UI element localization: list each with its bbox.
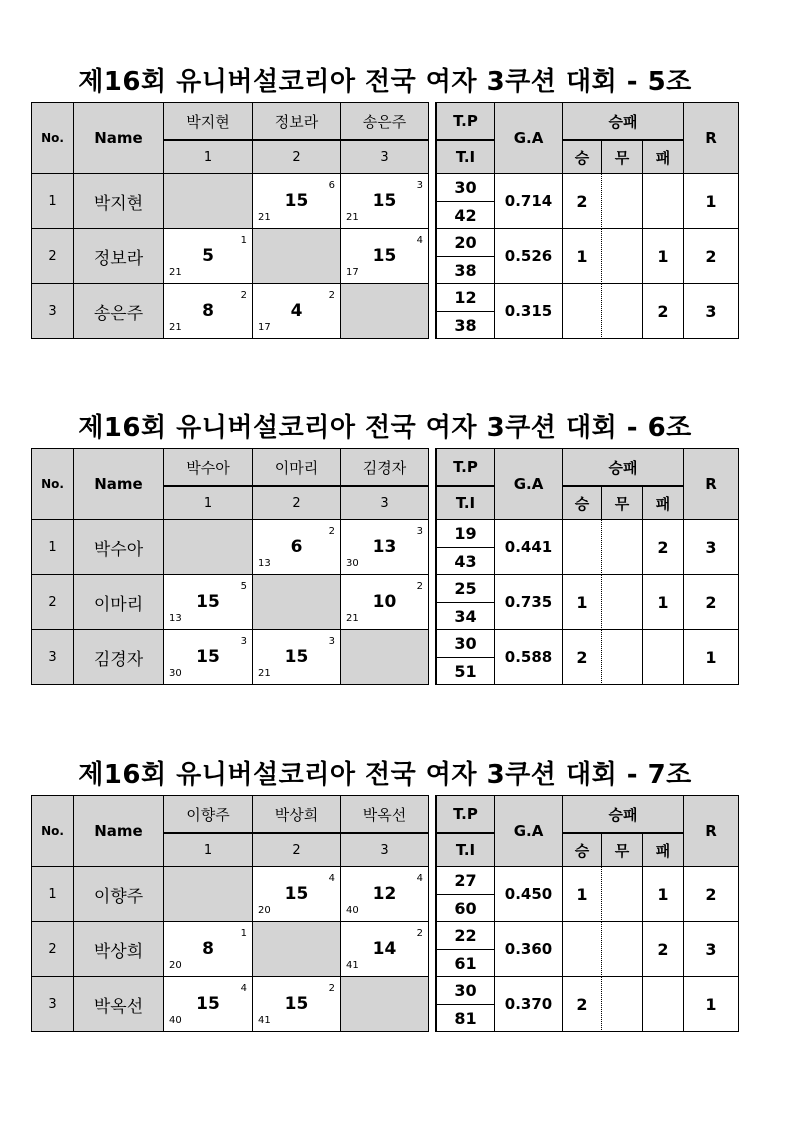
player-name: 박옥선	[73, 976, 164, 1032]
header-win: 승	[562, 140, 602, 174]
draws	[601, 173, 643, 229]
rank: 1	[683, 173, 739, 229]
player-name: 김경자	[73, 629, 164, 685]
match-innings: 2	[328, 526, 335, 537]
match-score: 15	[372, 191, 397, 211]
header-player-number: 2	[252, 140, 341, 174]
total-innings: 61	[436, 949, 495, 977]
opponent-score: 17	[258, 322, 271, 333]
match-score-cell	[340, 574, 429, 630]
losses: 2	[642, 921, 684, 977]
header-player-number: 2	[252, 486, 341, 520]
self-match-cell	[252, 228, 341, 284]
match-score: 10	[372, 592, 397, 612]
self-match-cell	[340, 283, 429, 339]
general-average: 0.450	[494, 866, 563, 922]
header-player-number: 3	[340, 486, 429, 520]
wins	[562, 921, 602, 977]
row-number: 2	[31, 574, 74, 630]
group-table	[31, 413, 739, 728]
header-player-name: 이향주	[163, 795, 253, 833]
self-match-cell	[252, 574, 341, 630]
match-score-cell	[252, 283, 341, 339]
player-name: 정보라	[73, 228, 164, 284]
self-match-cell	[252, 921, 341, 977]
match-innings: 2	[240, 290, 247, 301]
header-player-number: 1	[163, 486, 253, 520]
wins: 2	[562, 976, 602, 1032]
match-score: 15	[284, 884, 309, 904]
header-result: 승패	[562, 448, 684, 486]
opponent-score: 30	[169, 668, 182, 679]
opponent-score: 20	[169, 960, 182, 971]
match-innings: 3	[416, 526, 423, 537]
losses	[642, 976, 684, 1032]
match-innings: 5	[240, 581, 247, 592]
draws	[601, 976, 643, 1032]
match-score: 15	[284, 191, 309, 211]
match-score-cell	[163, 921, 253, 977]
total-points: 30	[436, 976, 495, 1005]
match-score: 15	[284, 647, 309, 667]
general-average: 0.441	[494, 519, 563, 575]
match-innings: 3	[328, 636, 335, 647]
match-innings: 1	[240, 928, 247, 939]
total-innings: 42	[436, 201, 495, 229]
header-no: No.	[31, 102, 74, 174]
column-gap	[428, 795, 436, 1032]
match-innings: 4	[328, 873, 335, 884]
total-innings: 34	[436, 602, 495, 630]
match-score: 15	[372, 246, 397, 266]
draws	[601, 574, 643, 630]
general-average: 0.370	[494, 976, 563, 1032]
header-tp: T.P	[436, 448, 495, 486]
opponent-score: 40	[346, 905, 359, 916]
group-title: 제16회 유니버설코리아 전국 여자 3쿠션 대회 - 7조	[78, 760, 692, 790]
header-player-number: 1	[163, 833, 253, 867]
losses: 2	[642, 283, 684, 339]
header-ti: T.I	[436, 486, 495, 520]
row-number: 3	[31, 976, 74, 1032]
header-loss: 패	[642, 486, 684, 520]
header-ga: G.A	[494, 448, 563, 520]
header-result: 승패	[562, 795, 684, 833]
match-score-cell	[163, 283, 253, 339]
match-score: 12	[372, 884, 397, 904]
header-player-name: 박상희	[252, 795, 341, 833]
draws	[601, 283, 643, 339]
match-score-cell	[252, 866, 341, 922]
player-name: 이마리	[73, 574, 164, 630]
opponent-score: 40	[169, 1015, 182, 1026]
match-score: 14	[372, 939, 397, 959]
match-innings: 3	[240, 636, 247, 647]
match-innings: 3	[416, 180, 423, 191]
match-score-cell	[340, 228, 429, 284]
header-rank: R	[683, 795, 739, 867]
losses	[642, 629, 684, 685]
general-average: 0.315	[494, 283, 563, 339]
header-draw: 무	[601, 486, 643, 520]
general-average: 0.526	[494, 228, 563, 284]
player-name: 박수아	[73, 519, 164, 575]
header-loss: 패	[642, 833, 684, 867]
match-score: 15	[284, 994, 309, 1014]
match-innings: 2	[416, 581, 423, 592]
total-points: 30	[436, 173, 495, 202]
group-table	[31, 67, 739, 382]
general-average: 0.588	[494, 629, 563, 685]
rank: 3	[683, 519, 739, 575]
header-rank: R	[683, 102, 739, 174]
rank: 1	[683, 629, 739, 685]
match-innings: 6	[328, 180, 335, 191]
row-number: 3	[31, 629, 74, 685]
header-rank: R	[683, 448, 739, 520]
row-number: 1	[31, 519, 74, 575]
header-win: 승	[562, 833, 602, 867]
self-match-cell	[163, 519, 253, 575]
rank: 2	[683, 866, 739, 922]
losses: 1	[642, 866, 684, 922]
match-innings: 1	[240, 235, 247, 246]
wins: 1	[562, 228, 602, 284]
match-score: 15	[196, 994, 220, 1014]
group-title: 제16회 유니버설코리아 전국 여자 3쿠션 대회 - 6조	[78, 413, 692, 443]
draws	[601, 629, 643, 685]
rank: 3	[683, 921, 739, 977]
header-player-name: 김경자	[340, 448, 429, 486]
wins: 1	[562, 866, 602, 922]
wins	[562, 519, 602, 575]
group-title: 제16회 유니버설코리아 전국 여자 3쿠션 대회 - 5조	[78, 67, 692, 97]
total-points: 25	[436, 574, 495, 603]
general-average: 0.735	[494, 574, 563, 630]
total-points: 27	[436, 866, 495, 895]
match-score: 5	[202, 246, 214, 266]
header-result: 승패	[562, 102, 684, 140]
total-points: 19	[436, 519, 495, 548]
match-innings: 4	[416, 235, 423, 246]
total-points: 20	[436, 228, 495, 257]
match-score: 6	[290, 537, 303, 557]
header-player-number: 1	[163, 140, 253, 174]
self-match-cell	[163, 173, 253, 229]
match-score-cell	[252, 519, 341, 575]
match-score-cell	[163, 228, 253, 284]
match-score-cell	[340, 519, 429, 575]
column-gap	[428, 102, 436, 339]
self-match-cell	[340, 976, 429, 1032]
player-name: 송은주	[73, 283, 164, 339]
match-score: 15	[196, 647, 220, 667]
header-ti: T.I	[436, 140, 495, 174]
self-match-cell	[163, 866, 253, 922]
rank: 3	[683, 283, 739, 339]
header-name: Name	[73, 102, 164, 174]
header-player-name: 송은주	[340, 102, 429, 140]
row-number: 2	[31, 921, 74, 977]
row-number: 1	[31, 866, 74, 922]
rank: 2	[683, 574, 739, 630]
rank: 2	[683, 228, 739, 284]
opponent-score: 21	[258, 668, 271, 679]
general-average: 0.360	[494, 921, 563, 977]
header-player-number: 2	[252, 833, 341, 867]
match-innings: 2	[328, 290, 335, 301]
header-player-name: 박지현	[163, 102, 253, 140]
header-tp: T.P	[436, 102, 495, 140]
match-score-cell	[163, 976, 253, 1032]
wins	[562, 283, 602, 339]
total-innings: 38	[436, 311, 495, 339]
draws	[601, 866, 643, 922]
match-score: 4	[290, 301, 303, 321]
header-player-number: 3	[340, 833, 429, 867]
match-score-cell	[340, 866, 429, 922]
match-score: 13	[372, 537, 397, 557]
wins: 2	[562, 173, 602, 229]
header-player-name: 박수아	[163, 448, 253, 486]
total-innings: 60	[436, 894, 495, 922]
match-score-cell	[252, 629, 341, 685]
total-innings: 38	[436, 256, 495, 284]
wins: 2	[562, 629, 602, 685]
total-points: 30	[436, 629, 495, 658]
match-score-cell	[163, 629, 253, 685]
total-points: 22	[436, 921, 495, 950]
match-innings: 4	[240, 983, 247, 994]
match-innings: 2	[328, 983, 335, 994]
row-number: 1	[31, 173, 74, 229]
player-name: 박지현	[73, 173, 164, 229]
match-score-cell	[340, 173, 429, 229]
header-player-name: 박옥선	[340, 795, 429, 833]
opponent-score: 41	[346, 960, 359, 971]
match-score: 8	[202, 939, 214, 959]
draws	[601, 921, 643, 977]
opponent-score: 21	[169, 267, 182, 278]
header-player-name: 이마리	[252, 448, 341, 486]
self-match-cell	[340, 629, 429, 685]
losses: 2	[642, 519, 684, 575]
total-points: 12	[436, 283, 495, 312]
row-number: 2	[31, 228, 74, 284]
draws	[601, 228, 643, 284]
opponent-score: 21	[258, 212, 271, 223]
column-gap	[428, 448, 436, 685]
row-number: 3	[31, 283, 74, 339]
losses: 1	[642, 574, 684, 630]
draws	[601, 519, 643, 575]
opponent-score: 13	[258, 558, 271, 569]
opponent-score: 21	[346, 613, 359, 624]
header-no: No.	[31, 795, 74, 867]
general-average: 0.714	[494, 173, 563, 229]
header-ti: T.I	[436, 833, 495, 867]
player-name: 이향주	[73, 866, 164, 922]
header-tp: T.P	[436, 795, 495, 833]
losses	[642, 173, 684, 229]
match-score-cell	[163, 574, 253, 630]
header-player-number: 3	[340, 140, 429, 174]
wins: 1	[562, 574, 602, 630]
opponent-score: 21	[169, 322, 182, 333]
opponent-score: 13	[169, 613, 182, 624]
header-no: No.	[31, 448, 74, 520]
header-draw: 무	[601, 140, 643, 174]
header-name: Name	[73, 448, 164, 520]
opponent-score: 20	[258, 905, 271, 916]
header-ga: G.A	[494, 795, 563, 867]
losses: 1	[642, 228, 684, 284]
header-draw: 무	[601, 833, 643, 867]
header-win: 승	[562, 486, 602, 520]
rank: 1	[683, 976, 739, 1032]
opponent-score: 41	[258, 1015, 271, 1026]
total-innings: 43	[436, 547, 495, 575]
opponent-score: 30	[346, 558, 359, 569]
opponent-score: 17	[346, 267, 359, 278]
header-player-name: 정보라	[252, 102, 341, 140]
match-score-cell	[252, 976, 341, 1032]
match-score: 8	[202, 301, 214, 321]
total-innings: 51	[436, 657, 495, 685]
header-loss: 패	[642, 140, 684, 174]
match-innings: 4	[416, 873, 423, 884]
match-score-cell	[340, 921, 429, 977]
header-ga: G.A	[494, 102, 563, 174]
header-name: Name	[73, 795, 164, 867]
group-table	[31, 760, 739, 1075]
total-innings: 81	[436, 1004, 495, 1032]
match-score-cell	[252, 173, 341, 229]
opponent-score: 21	[346, 212, 359, 223]
match-score: 15	[196, 592, 220, 612]
player-name: 박상희	[73, 921, 164, 977]
match-innings: 2	[416, 928, 423, 939]
